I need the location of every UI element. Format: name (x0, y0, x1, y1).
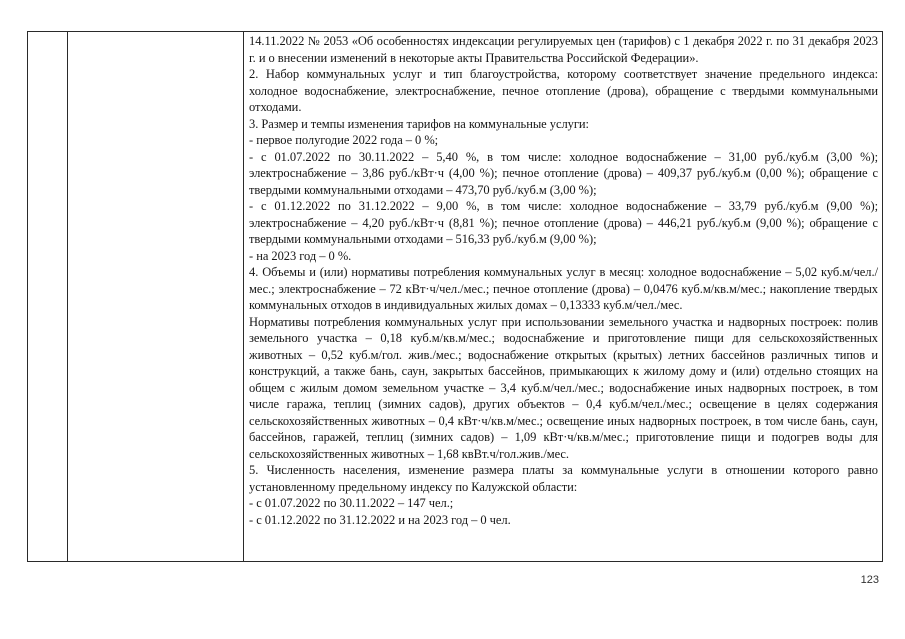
paragraph-2023: - на 2023 год – 0 %. (249, 248, 352, 263)
paragraph-land-plot-norms: Нормативы потребления коммунальных услуг при использовании земельного участка и надворных построек: полив земельного участка – 0,18 куб.м/кв.м/мес.; водоснабжение и приготовление пищи для сельскохозяйственных животных – 0,52 куб.м/гол. жив./мес.; водоснабжение открытых (крытых) летних бассейнов различных типов и конструкций, а также бань, саун, закрытых бассейнов, примыкающих к жилому дому и (или) отдельно стоящих на общем с жилым домом земельном участке – 3,4 куб.м/чел./мес.; водоснабжение иных надворных построек, в том числе гаража, теплиц (зимних садов), других объектов – 0,4 куб.м/чел./мес.; освещение в целях содержания сельскохозяйственных животных – 0,4 кВт·ч/кв.м/мес.; освещение иных надворных построек, в том числе бань, саун, бассейнов, гаражей, теплиц (зимних садов) – 1,09 кВт·ч/кв.м/мес.; приготовление пищи и подогрев воды для сельскохозяйственных животных – 1,68 квВт.ч/гол.жив./мес. (249, 314, 878, 461)
paragraph-population-dec-2023: - с 01.12.2022 по 31.12.2022 и на 2023 год – 0 чел. (249, 512, 511, 527)
paragraph-tariff-heading: 3. Размер и темпы изменения тарифов на коммунальные услуги: (249, 116, 589, 131)
document-table (27, 31, 883, 562)
paragraph-jul-nov-2022: - с 01.07.2022 по 30.11.2022 – 5,40 %, в том числе: холодное водоснабжение – 31,00 руб./куб.м (3,00 %); электроснабжение – 3,86 руб./кВт·ч (4,00 %); печное отопление (дрова) – 409,37 руб./куб.м (0,00 %); обращение с твердыми коммунальными отходами – 473,70 руб./куб.м (3,00 %); (249, 149, 878, 197)
row-label-cell (68, 32, 244, 562)
paragraph-consumption-norms: 4. Объемы и (или) нормативы потребления коммунальных услуг в месяц: холодное водоснабжение – 5,02 куб.м/чел./мес.; электроснабжение – 72 кВт·ч/чел./мес.; печное отопление (дрова) – 0,0476 куб.м/кв.м/мес.; накопление твердых коммунальных отходов в индивидуальных жилых домах – 0,13333 куб.м/чел./мес. (249, 265, 878, 312)
row-number-cell (28, 32, 68, 562)
paragraph-first-half-2022: - первое полугодие 2022 года – 0 %; (249, 133, 439, 147)
page-number: 123 (860, 574, 879, 586)
paragraph-decree-reference: 14.11.2022 № 2053 «Об особенностях индексации регулируемых цен (тарифов) с 1 декабря 2022 г. по 31 декабря 2023 г. и о внесении изменений в некоторые акты Правительства Российской Федерации». (249, 34, 878, 65)
row-content-cell (244, 32, 883, 562)
table-row (28, 32, 883, 562)
paragraph-dec-2022: - с 01.12.2022 по 31.12.2022 – 9,00 %, в том числе: холодное водоснабжение – 33,79 руб./куб.м (9,00 %); электроснабжение – 4,20 руб./кВт·ч (8,81 %); печное отопление (дрова) – 446,21 руб./куб.м (9,00 %); обращение с твердыми коммунальными отходами – 516,33 руб./куб.м (9,00 %); (249, 199, 878, 246)
paragraph-population-jul-nov: - с 01.07.2022 по 30.11.2022 – 147 чел.; (249, 496, 454, 510)
paragraph-population-heading: 5. Численность населения, изменение размера платы за коммунальные услуги в отношении которого равно установленному предельному индексу по Калужской области: (249, 463, 878, 494)
paragraph-services-set: 2. Набор коммунальных услуг и тип благоустройства, которому соответствует значение предельного индекса: холодное водоснабжение, электроснабжение, печное отопление (дрова), обращение с твердыми коммунальными отходами. (249, 67, 878, 114)
